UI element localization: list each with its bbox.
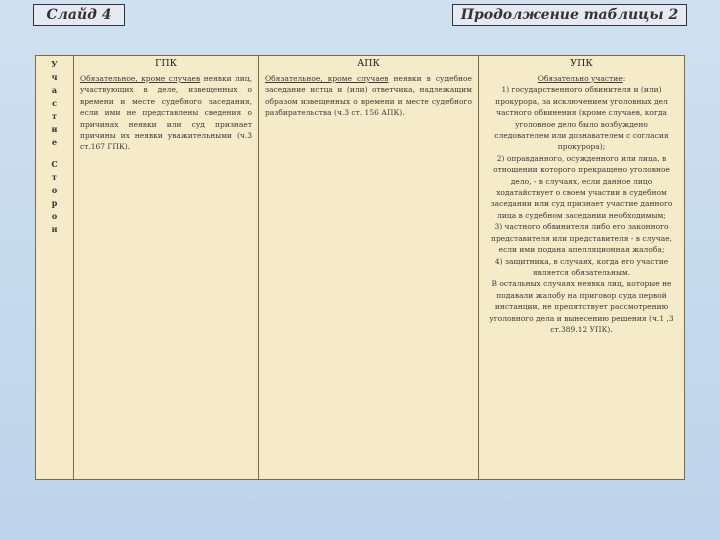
row-label-cell [36, 56, 74, 479]
table-title: Продолжение таблицы 2 [452, 4, 687, 26]
upk-paragraph: 2) оправданного, осужденного или лица, в отношении которого прекращено уголовное дело, - в случаях, если данное лицо ходатайствует о своем участии в судебном заседании или суд признает участие данного лица в судебном заседании необходимым; [490, 153, 673, 220]
row-label-vertical [36, 56, 73, 236]
apk-header: АПК [357, 58, 380, 69]
upk-paragraph: 1) государственного обвинителя и (или) прокурора, за исключением уголовных дел частного обвинения (кроме случаев, когда уголовное дело было возбуждено следователем или дознавателем с согласия прокурора); [494, 85, 669, 152]
apk-text [265, 73, 472, 119]
apk-underlined: Обязательное, кроме случаев [265, 74, 389, 83]
gpk-body: неявки лиц, участвующих в деле, извещенных о времени и месте судебного заседания, если ими не представлены сведения о причинах неявки или суд признает причины их неявки уважительными (ч.3 ст.167 ГПК). [80, 74, 252, 152]
row-label-letter: е [51, 137, 58, 147]
row-label-letter: У [51, 59, 58, 69]
gpk-text [80, 73, 252, 153]
row-label-letter: т [52, 172, 57, 182]
row-label-letter: с [52, 98, 57, 108]
gpk-column [74, 56, 259, 479]
upk-column [479, 56, 684, 479]
comparison-table [35, 55, 685, 480]
upk-colon: : [622, 74, 626, 83]
row-label-letter: р [51, 198, 58, 208]
upk-intro [487, 73, 676, 84]
upk-paragraph: 3) частного обвинителя либо его законного представителя или представителя - в случае, если ими подана апелляционная жалоба; [490, 222, 673, 255]
row-label-letter: ч [51, 72, 58, 82]
upk-paragraph: 4) защитника, в случаях, когда его участие является обязательным. [494, 256, 669, 277]
upk-paragraph: В остальных случаях неявка лиц, которые не подавали жалобу на приговор суда первой инстанции, не препятствует рассмотрению уголовного дела и вынесению решения (ч.1 ,3 ст.389.12 УПК). [489, 279, 674, 334]
apk-column [259, 56, 479, 479]
row-label-letter: и [51, 124, 58, 134]
row-label-letter: о [51, 185, 58, 195]
row-label-letter: а [51, 85, 58, 95]
row-label-letter: С [51, 159, 58, 169]
gpk-header: ГПК [155, 58, 177, 69]
apk-body: неявки в судебное заседание истца и (или) ответчика, надлежащим образом извещенных о времени и месте судебного разбирательства (ч.3 ст. 156 АПК). [265, 74, 472, 118]
upk-underlined: Обязательно участие [537, 74, 623, 83]
upk-header: УПК [570, 58, 593, 69]
row-label-letter: н [51, 224, 58, 234]
gpk-underlined: Обязательное, кроме случаев [80, 74, 201, 83]
slide-label: Слайд 4 [33, 4, 125, 26]
row-label-letter: т [52, 111, 57, 121]
row-label-letter: о [51, 211, 58, 221]
